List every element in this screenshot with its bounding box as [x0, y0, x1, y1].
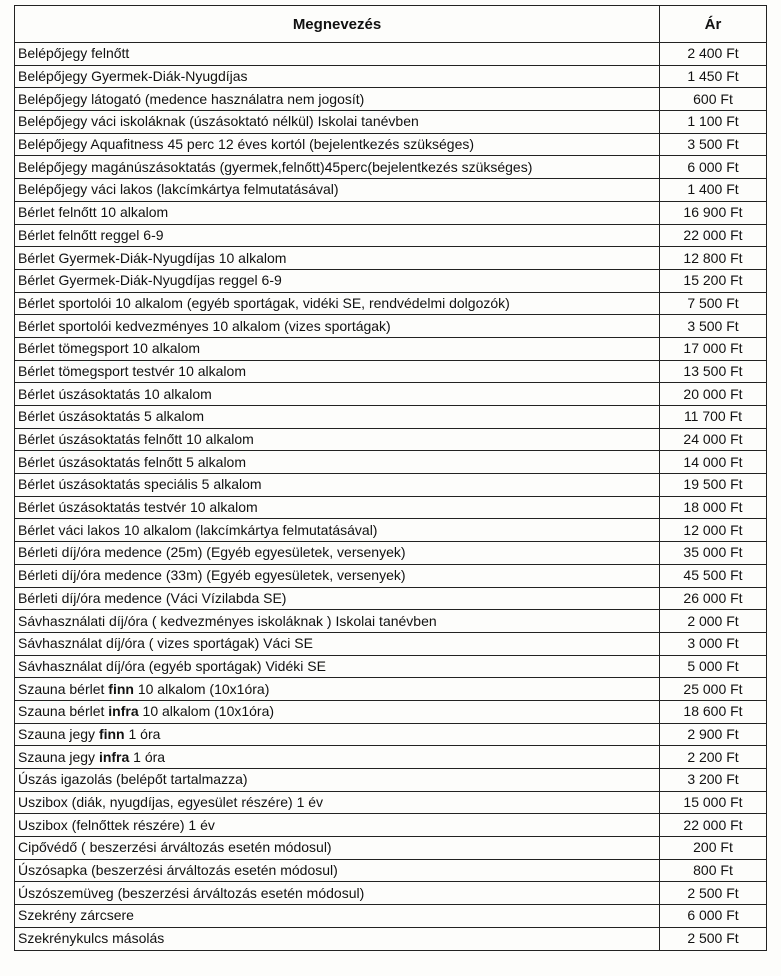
header-price: Ár: [660, 6, 767, 43]
item-name: [15, 224, 660, 247]
item-name: [15, 451, 660, 474]
header-name: Megnevezés: [15, 6, 660, 43]
item-price: 2 400 Ft: [660, 43, 767, 66]
item-price: 13 500 Ft: [660, 360, 767, 383]
item-price: 22 000 Ft: [660, 224, 767, 247]
item-name: [15, 179, 660, 202]
item-name-text: Szauna jegy: [18, 748, 99, 765]
item-name: [15, 337, 660, 360]
table-row: [15, 474, 767, 497]
item-price: 1 400 Ft: [660, 179, 767, 202]
item-name: [15, 496, 660, 519]
item-name-text: Bérlet sportolói kedvezményes 10 alkalom (vizes sportágak): [18, 317, 391, 334]
table-row: [15, 905, 767, 928]
item-name: [15, 292, 660, 315]
item-name-text: Úszósapka (beszerzési árváltozás esetén módosul): [18, 862, 338, 879]
item-price: 18 000 Ft: [660, 496, 767, 519]
item-price: 35 000 Ft: [660, 542, 767, 565]
item-price: 3 500 Ft: [660, 133, 767, 156]
item-name-text: Bérlet tömegsport testvér 10 alkalom: [18, 362, 246, 379]
table-row: [15, 224, 767, 247]
table-row: [15, 723, 767, 746]
table-row: [15, 43, 767, 66]
item-name-text: Bérlet felnőtt reggel 6-9: [18, 226, 164, 243]
item-name: [15, 632, 660, 655]
table-row: [15, 791, 767, 814]
table-row: [15, 837, 767, 860]
item-name-text: Bérlet Gyermek-Diák-Nyugdíjas reggel 6-9: [18, 272, 282, 289]
item-price: 6 000 Ft: [660, 156, 767, 179]
item-price: 600 Ft: [660, 88, 767, 111]
item-name: [15, 905, 660, 928]
item-price: 5 000 Ft: [660, 655, 767, 678]
item-name-text: Bérlet tömegsport 10 alkalom: [18, 340, 201, 357]
item-name-text: Úszószemüveg (beszerzési árváltozás esetén módosul): [18, 884, 365, 901]
table-row: [15, 882, 767, 905]
item-name: [15, 746, 660, 769]
item-name: [15, 88, 660, 111]
item-name-text: Bérlet úszásoktatás 5 alkalom: [18, 408, 204, 425]
item-price: 6 000 Ft: [660, 905, 767, 928]
item-name-text: Uszibox (diák, nyugdíjas, egyesület részére) 1 év: [18, 794, 324, 811]
table-row: [15, 519, 767, 542]
item-name-text: Bérleti díj/óra medence (33m) (Egyéb egyesületek, versenyek): [18, 567, 406, 584]
item-name-text: Belépőjegy váci iskoláknak (úszásoktató nélkül) Iskolai tanévben: [18, 113, 419, 130]
item-name: [15, 859, 660, 882]
item-price: 2 500 Ft: [660, 927, 767, 950]
item-name: [15, 927, 660, 950]
item-name-text: Bérlet sportolói 10 alkalom (egyéb sportágak, vidéki SE, rendvédelmi dolgozók): [18, 294, 510, 311]
item-name: [15, 315, 660, 338]
item-name-text: Szauna bérlet: [18, 703, 109, 720]
item-price: 25 000 Ft: [660, 678, 767, 701]
item-price: 11 700 Ft: [660, 406, 767, 429]
item-name: [15, 678, 660, 701]
item-name: [15, 814, 660, 837]
item-name: [15, 156, 660, 179]
header-row: [15, 6, 767, 43]
table-row: [15, 292, 767, 315]
table-row: [15, 179, 767, 202]
item-name: [15, 700, 660, 723]
item-price: 19 500 Ft: [660, 474, 767, 497]
item-name: [15, 587, 660, 610]
table-row: [15, 655, 767, 678]
table-row: [15, 269, 767, 292]
item-name-text: Belépőjegy Aquafitness 45 perc 12 éves kortól (bejelentkezés szükséges): [18, 136, 475, 153]
item-name-text: Bérlet felnőtt 10 alkalom: [18, 204, 169, 221]
table-row: [15, 383, 767, 406]
item-price: 2 000 Ft: [660, 610, 767, 633]
item-name: [15, 406, 660, 429]
table-row: [15, 156, 767, 179]
item-name: [15, 474, 660, 497]
item-price: 3 200 Ft: [660, 769, 767, 792]
item-name-text: Belépőjegy látogató (medence használatra nem jogosít): [18, 90, 365, 107]
item-price: 1 450 Ft: [660, 65, 767, 88]
item-price: 26 000 Ft: [660, 587, 767, 610]
item-price: 18 600 Ft: [660, 700, 767, 723]
item-name-text: Uszibox (felnőttek részére) 1 év: [18, 816, 215, 833]
item-name-suffix: 10 alkalom (10x1óra): [138, 703, 275, 720]
item-price: 17 000 Ft: [660, 337, 767, 360]
table-row: [15, 632, 767, 655]
item-name-text: Bérlet úszásoktatás testvér 10 alkalom: [18, 499, 258, 516]
item-price: 2 900 Ft: [660, 723, 767, 746]
item-name-suffix: 10 alkalom (10x1óra): [133, 680, 270, 697]
item-name-text: Belépőjegy Gyermek-Diák-Nyugdíjas: [18, 68, 248, 85]
table-row: [15, 610, 767, 633]
table-row: [15, 315, 767, 338]
item-name: [15, 201, 660, 224]
item-name: [15, 247, 660, 270]
item-price: 45 500 Ft: [660, 564, 767, 587]
table-row: [15, 814, 767, 837]
table-row: [15, 65, 767, 88]
item-name-text: Szekrénykulcs másolás: [18, 930, 165, 947]
item-name-text: Cipővédő ( beszerzési árváltozás esetén módosul): [18, 839, 332, 856]
item-name: [15, 111, 660, 134]
item-name-text: Sávhasználat díj/óra (egyéb sportágak) Vidéki SE: [18, 657, 326, 674]
item-name-text: Sávhasználat díj/óra ( vizes sportágak) Váci SE: [18, 635, 313, 652]
table-row: [15, 247, 767, 270]
item-name: [15, 791, 660, 814]
item-name: [15, 360, 660, 383]
item-name: [15, 269, 660, 292]
item-name: [15, 610, 660, 633]
table-row: [15, 201, 767, 224]
item-name: [15, 837, 660, 860]
item-name-text: Szauna jegy: [18, 725, 99, 742]
item-name-emphasis: infra: [108, 703, 139, 720]
item-name-emphasis: finn: [108, 680, 134, 697]
item-price: 3 000 Ft: [660, 632, 767, 655]
item-price: 14 000 Ft: [660, 451, 767, 474]
item-price: 12 000 Ft: [660, 519, 767, 542]
item-name-text: Szekrény zárcsere: [18, 907, 134, 924]
item-price: 7 500 Ft: [660, 292, 767, 315]
table-row: [15, 451, 767, 474]
table-row: [15, 88, 767, 111]
item-price: 3 500 Ft: [660, 315, 767, 338]
item-name-text: Sávhasználati díj/óra ( kedvezményes iskoláknak ) Iskolai tanévben: [18, 612, 437, 629]
item-name: [15, 655, 660, 678]
table-row: [15, 406, 767, 429]
table-row: [15, 700, 767, 723]
item-name-text: Bérlet úszásoktatás felnőtt 5 alkalom: [18, 453, 247, 470]
item-price: 24 000 Ft: [660, 428, 767, 451]
table-row: [15, 428, 767, 451]
table-row: [15, 587, 767, 610]
table-row: [15, 927, 767, 950]
item-name-emphasis: finn: [98, 725, 125, 742]
item-price: 2 500 Ft: [660, 882, 767, 905]
table-row: [15, 859, 767, 882]
item-name: [15, 383, 660, 406]
table-body: [15, 43, 767, 951]
item-name-text: Belépőjegy váci lakos (lakcímkártya felmutatásával): [18, 181, 339, 198]
item-name: [15, 564, 660, 587]
table-row: [15, 496, 767, 519]
item-price: 800 Ft: [660, 859, 767, 882]
item-name: [15, 542, 660, 565]
item-name-text: Bérleti díj/óra medence (25m) (Egyéb egyesületek, versenyek): [18, 544, 406, 561]
item-name: [15, 723, 660, 746]
item-name-text: Belépőjegy felnőtt: [18, 45, 130, 62]
item-name: [15, 882, 660, 905]
item-price: 20 000 Ft: [660, 383, 767, 406]
item-price: 12 800 Ft: [660, 247, 767, 270]
item-name: [15, 43, 660, 66]
item-name-text: Szauna bérlet: [18, 680, 109, 697]
item-name-text: Bérlet Gyermek-Diák-Nyugdíjas 10 alkalom: [18, 249, 287, 266]
item-name: [15, 519, 660, 542]
item-name: [15, 133, 660, 156]
item-name-text: Bérlet úszásoktatás speciális 5 alkalom: [18, 476, 262, 493]
table-row: [15, 746, 767, 769]
item-name-text: Bérlet úszásoktatás felnőtt 10 alkalom: [18, 431, 254, 448]
table-row: [15, 769, 767, 792]
item-name-text: Belépőjegy magánúszásoktatás (gyermek,felnőtt)45perc(bejelentkezés szükséges): [18, 158, 533, 175]
item-name-suffix: 1 óra: [129, 748, 166, 765]
item-name-text: Bérleti díj/óra medence (Váci Vízilabda SE): [18, 589, 287, 606]
table-row: [15, 678, 767, 701]
item-name: [15, 65, 660, 88]
item-name: [15, 428, 660, 451]
item-price: 200 Ft: [660, 837, 767, 860]
table-row: [15, 360, 767, 383]
item-name-suffix: 1 óra: [124, 725, 161, 742]
table-row: [15, 337, 767, 360]
price-table: [14, 5, 767, 951]
item-price: 22 000 Ft: [660, 814, 767, 837]
table-row: [15, 111, 767, 134]
table-header: [15, 6, 767, 43]
item-name-text: Bérlet úszásoktatás 10 alkalom: [18, 385, 212, 402]
item-price: 1 100 Ft: [660, 111, 767, 134]
item-price: 2 200 Ft: [660, 746, 767, 769]
item-price: 16 900 Ft: [660, 201, 767, 224]
item-price: 15 200 Ft: [660, 269, 767, 292]
item-name-text: Úszás igazolás (belépőt tartalmazza): [18, 771, 248, 788]
item-price: 15 000 Ft: [660, 791, 767, 814]
table-row: [15, 133, 767, 156]
item-name-text: Bérlet váci lakos 10 alkalom (lakcímkártya felmutatásával): [18, 521, 378, 538]
table-row: [15, 564, 767, 587]
item-name-emphasis: infra: [98, 748, 130, 765]
item-name: [15, 769, 660, 792]
table-row: [15, 542, 767, 565]
